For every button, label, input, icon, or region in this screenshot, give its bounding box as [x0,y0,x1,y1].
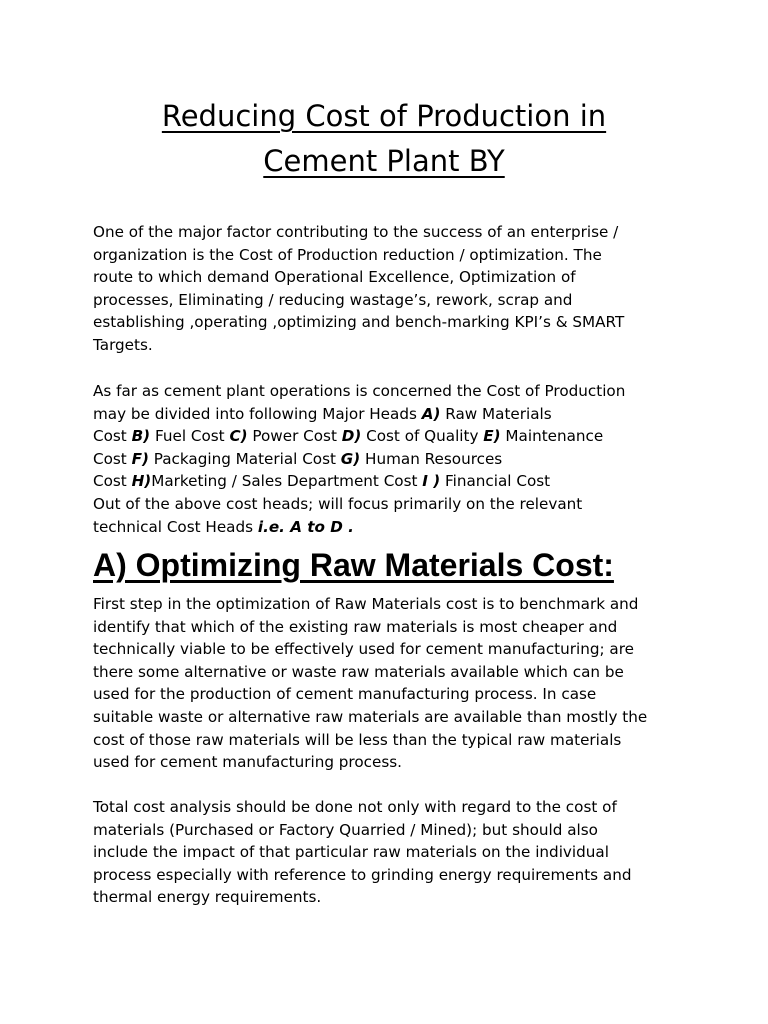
intro-line: route to which demand Operational Excellence, Optimization of [93,268,576,287]
head-marker-f: F) [131,449,149,468]
intro-paragraph [93,221,693,357]
heads-line [93,380,693,403]
heads-text: Financial Cost [440,472,551,491]
section-line: First step in the optimization of Raw Materials cost is to benchmark and [93,595,639,613]
intro-line: processes, Eliminating / reducing wastage’s, rework, scrap and [93,290,573,309]
intro-line: organization is the Cost of Production reduction / optimization. The [93,245,602,264]
heads-text: Cost [93,472,132,491]
intro-line: establishing ,operating ,optimizing and bench-marking KPI’s & SMART [93,313,625,332]
head-marker-e: E) [483,427,501,446]
section-line: identify that which of the existing raw materials is most cheaper and [93,617,618,636]
title-line-2: Cement Plant BY [263,144,505,178]
section-line: materials (Purchased or Factory Quarried / Mined); but should also [93,820,598,839]
head-marker-b: B) [131,427,151,446]
section-line: process especially with reference to grinding energy requirements and [93,865,632,884]
intro-line: Targets. [93,335,153,354]
section-line: cost of those raw materials will be less than the typical raw materials [93,730,622,749]
heads-text: Cost [93,449,132,468]
heads-text: Marketing / Sales Department Cost [151,472,423,491]
head-marker-i: I ) [422,472,441,491]
heads-text: Cost of Quality [361,427,484,446]
section-line: suitable waste or alternative raw materials are available than mostly the [93,707,648,726]
heads-text: Fuel Cost [150,427,230,446]
heads-text: Cost [93,427,132,446]
heads-text: Raw Materials [440,404,552,423]
cost-heads-paragraph [93,380,693,538]
heads-text: Packaging Material Cost [148,449,341,468]
section-line: Total cost analysis should be done not only with regard to the cost of [93,798,617,816]
head-marker-h: H) [131,472,152,491]
heads-range: i.e. A to D . [257,517,354,536]
heads-line [93,470,693,493]
section-heading-text: A) Optimizing Raw Materials Cost: [93,547,614,583]
heads-text: technical Cost Heads [93,517,258,536]
heads-line [93,493,693,516]
heads-text: Power Cost [247,427,342,446]
heads-line [93,403,693,426]
intro-line: One of the major factor contributing to the success of an enterprise / [93,223,619,241]
heads-text: Out of the above cost heads; will focus primarily on the relevant [93,494,583,513]
section-heading [93,543,713,587]
heads-text: Human Resources [360,449,503,468]
head-marker-a: A) [421,404,441,423]
heads-text: Maintenance [500,427,604,446]
head-marker-c: C) [229,427,248,446]
section-line: there some alternative or waste raw materials available which can be [93,662,624,681]
section-line: include the impact of that particular raw materials on the individual [93,843,609,862]
heads-line [93,516,693,539]
head-marker-d: D) [341,427,362,446]
heads-text: As far as cement plant operations is concerned the Cost of Production [93,382,626,400]
head-marker-g: G) [340,449,361,468]
section-line: technically viable to be effectively used for cement manufacturing; are [93,640,634,659]
section-line: used for the production of cement manufacturing process. In case [93,685,597,704]
heads-line [93,425,693,448]
title-line-1: Reducing Cost of Production in [161,99,607,133]
section-paragraph-2 [93,796,693,909]
document-title [92,94,676,184]
section-line: thermal energy requirements. [93,888,322,907]
section-paragraph-1 [93,593,693,774]
heads-text: may be divided into following Major Heads [93,404,422,423]
heads-line [93,448,693,471]
section-line: used for cement manufacturing process. [93,753,402,772]
